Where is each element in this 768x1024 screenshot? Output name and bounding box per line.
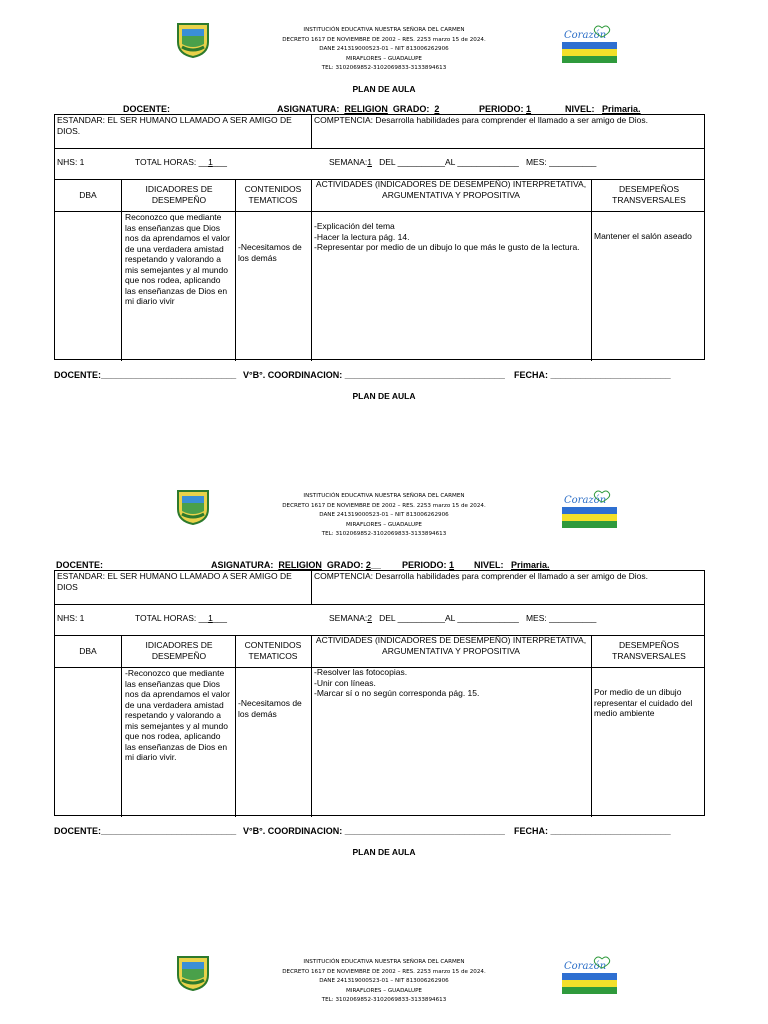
plan-title-3: PLAN DE AULA xyxy=(352,847,416,857)
col-contenidos: CONTENIDOS TEMATICOS xyxy=(244,184,302,205)
actividades-text: -Resolver las fotocopias. -Unir con líneas. -Marcar sí o no según corresponda pág. 15. xyxy=(314,667,480,698)
plan-title-1: PLAN DE AULA xyxy=(352,84,416,94)
indicador-text: Reconozco que mediante las enseñanzas que Dios nos da aprendamos el valor de una verdadera amistad respetando y valorando a mis semejantes y al mundo que nos rodea, aplicando las enseñanzas de Dios en mi diario vivir xyxy=(125,212,230,306)
header-line-3: DANE 241319000523-01 – NIT 813006262906 xyxy=(319,512,449,518)
sig-docente-2: DOCENTE:___________________________ xyxy=(54,826,237,836)
header-line-3: DANE 241319000523-01 – NIT 813006262906 xyxy=(319,46,449,52)
docente-label: DOCENTE: xyxy=(123,104,170,114)
school-crest-icon xyxy=(174,20,212,58)
header-line-1: INSTITUCIÓN EDUCATIVA NUESTRA SEÑORA DEL CARMEN xyxy=(303,27,465,33)
nivel-row: NIVEL: Primaria. xyxy=(474,560,550,570)
actividades-text: -Explicación del tema -Hacer la lectura pág. 14. -Representar por medio de un dibujo lo que más le gusto de la lectura. xyxy=(314,221,580,252)
sig-vb-2: V°B°. COORDINACION: ________________________________ xyxy=(243,826,505,836)
col-actividades: ACTIVIDADES (INDICADORES DE DESEMPEÑO) INTERPRETATIVA, ARGUMENTATIVA Y PROPOSITIVA xyxy=(315,179,587,200)
competencia-text: COMPTENCIA: Desarrolla habilidades para comprender el llamado a ser amigo de Dios. xyxy=(314,115,649,125)
municipal-logo xyxy=(562,24,617,66)
header-line-4: MIRAFLORES – GUADALUPE xyxy=(346,987,422,994)
header-line-5: TEL: 3102069852-3102069833-3133894613 xyxy=(321,997,447,1003)
indicador-text: -Reconozco que mediante las enseñanzas que Dios nos da aprendamos el valor de una verdadera amistad respetando y valorando a mis semejantes y al mundo que nos rodea, aplicando las enseñanzas de Dios en mi diario vivir. xyxy=(125,668,230,762)
transversal-text: Por medio de un dibujo representar el cuidado del medio ambiente xyxy=(594,687,693,718)
total-horas-text: TOTAL HORAS: __1___ xyxy=(135,157,227,167)
sig-fecha-1: FECHA: ________________________ xyxy=(514,370,671,380)
total-horas-text: TOTAL HORAS: __1___ xyxy=(135,613,227,623)
contenido-text: -Necesitamos de los demás xyxy=(238,698,302,719)
svg-text:Corazón: Corazón xyxy=(564,495,607,506)
periodo-row: PERIODO: 1 xyxy=(402,560,455,570)
header-line-5: TEL: 3102069852-3102069833-3133894613 xyxy=(321,65,447,71)
periodo-row: PERIODO: 1 xyxy=(479,104,532,114)
header-line-3: DANE 241319000523-01 – NIT 813006262906 xyxy=(319,978,449,984)
transversal-text: Mantener el salón aseado xyxy=(594,231,692,241)
docente-label: DOCENTE: xyxy=(56,560,103,570)
header-line-4: MIRAFLORES – GUADALUPE xyxy=(346,521,422,528)
asignatura-row: ASIGNATURA: RELIGION GRADO: 2__ xyxy=(211,560,381,570)
col-contenidos: CONTENIDOS TEMATICOS xyxy=(244,640,302,661)
sig-fecha-2: FECHA: ________________________ xyxy=(514,826,671,836)
municipal-logo xyxy=(562,489,617,531)
col-indicadores: IDICADORES DE DESEMPEÑO xyxy=(145,640,213,661)
col-dba: DBA xyxy=(79,190,97,200)
header-line-2: DECRETO 1617 DE NOVIEMBRE DE 2002 – RES. 2253 marzo 15 de 2024. xyxy=(282,36,486,43)
col-desempenos: DESEMPEÑOS TRANSVERSALES xyxy=(612,184,686,205)
contenido-text: -Necesitamos de los demás xyxy=(238,242,302,263)
header-line-5: TEL: 3102069852-3102069833-3133894613 xyxy=(321,531,447,537)
col-desempenos: DESEMPEÑOS TRANSVERSALES xyxy=(612,640,686,661)
school-crest-icon xyxy=(174,953,212,991)
col-dba: DBA xyxy=(79,646,97,656)
estandar-text: ESTANDAR: EL SER HUMANO LLAMADO A SER AMIGO DE DIOS. xyxy=(57,115,292,136)
plan-table-2 xyxy=(54,570,705,816)
semana-text: SEMANA:1 DEL __________AL _____________ MES: __________ xyxy=(329,157,597,167)
nhs-text: NHS: 1 xyxy=(57,613,85,623)
col-actividades: ACTIVIDADES (INDICADORES DE DESEMPEÑO) INTERPRETATIVA, ARGUMENTATIVA Y PROPOSITIVA xyxy=(315,635,587,656)
header-line-1: INSTITUCIÓN EDUCATIVA NUESTRA SEÑORA DEL CARMEN xyxy=(303,959,465,965)
svg-text:Corazón: Corazón xyxy=(564,961,607,972)
header-line-2: DECRETO 1617 DE NOVIEMBRE DE 2002 – RES. 2253 marzo 15 de 2024. xyxy=(282,968,486,975)
plan-table-1 xyxy=(54,114,705,360)
header-line-2: DECRETO 1617 DE NOVIEMBRE DE 2002 – RES. 2253 marzo 15 de 2024. xyxy=(282,502,486,509)
municipal-logo xyxy=(562,955,617,997)
nhs-text: NHS: 1 xyxy=(57,157,85,167)
estandar-text: ESTANDAR: EL SER HUMANO LLAMADO A SER AMIGO DE DIOS xyxy=(57,571,292,592)
plan-title-2: PLAN DE AULA xyxy=(352,391,416,401)
semana-text: SEMANA:2 DEL __________AL _____________ MES: __________ xyxy=(329,613,597,623)
school-crest-icon xyxy=(174,487,212,525)
header-line-1: INSTITUCIÓN EDUCATIVA NUESTRA SEÑORA DEL CARMEN xyxy=(303,493,465,499)
nivel-row: NIVEL: Primaria. xyxy=(565,104,641,114)
header-line-4: MIRAFLORES – GUADALUPE xyxy=(346,55,422,62)
asignatura-row: ASIGNATURA: RELIGION GRADO: 2 xyxy=(277,104,440,114)
col-indicadores: IDICADORES DE DESEMPEÑO xyxy=(145,184,213,205)
svg-text:Corazón: Corazón xyxy=(564,30,607,41)
sig-vb-1: V°B°. COORDINACION: ________________________________ xyxy=(243,370,505,380)
competencia-text: COMPTENCIA: Desarrolla habilidades para comprender el llamado a ser amigo de Dios. xyxy=(314,571,649,581)
sig-docente-1: DOCENTE:___________________________ xyxy=(54,370,237,380)
